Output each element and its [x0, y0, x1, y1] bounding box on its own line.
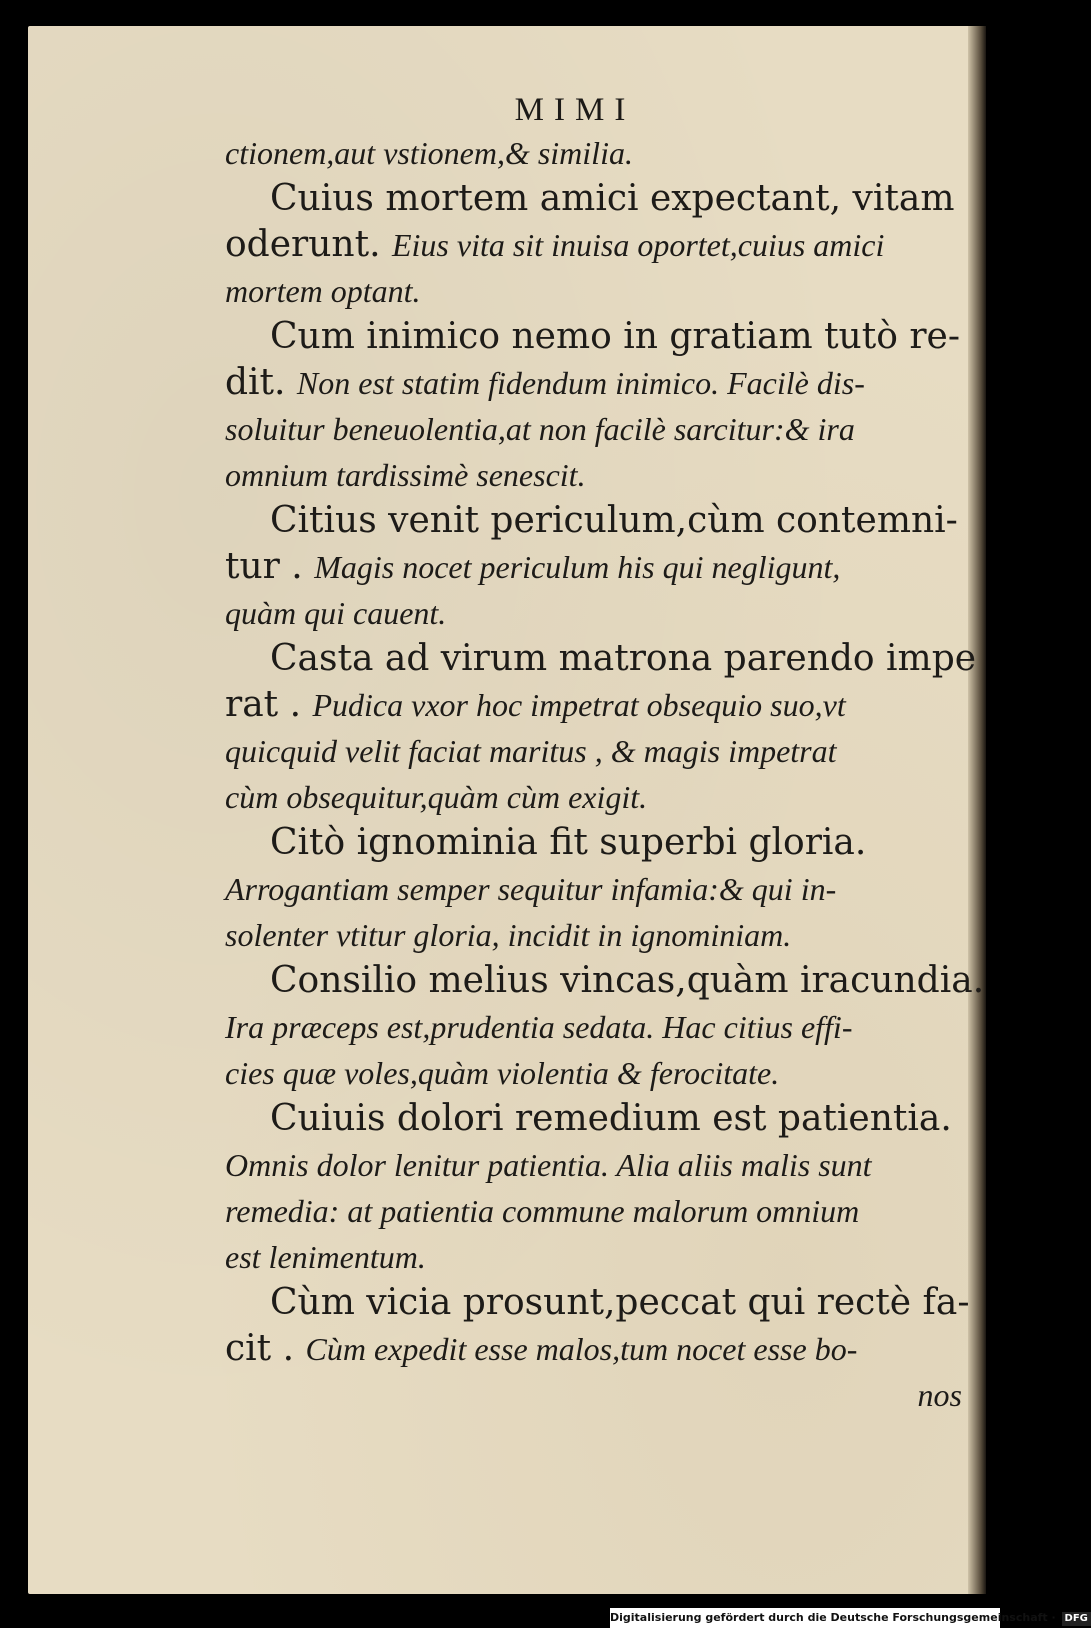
italic-gloss: Non est statim fidendum inimico. Facilè dis- [296, 365, 865, 401]
italic-gloss: quicquid velit faciat maritus , & magis impetrat [225, 733, 837, 769]
text-line [225, 1280, 970, 1326]
text-line [225, 1326, 970, 1372]
text-line [225, 130, 970, 176]
credit-text: Digitalisierung gefördert durch die Deutsche Forschungsgemeinschaft [610, 1611, 1048, 1624]
dfg-logo: DFG [1062, 1612, 1091, 1626]
running-title: MIMI [514, 92, 636, 128]
text-line [225, 268, 970, 314]
text-line [225, 1142, 970, 1188]
italic-gloss: ctionem,aut vstionem,& similia. [225, 135, 633, 171]
text-line [225, 682, 970, 728]
italic-gloss: nos [917, 1377, 962, 1413]
text-block [225, 130, 985, 1418]
text-line [225, 1096, 970, 1142]
roman-maxim: Cùm vicia prosunt,peccat qui rectè fa- [270, 1282, 970, 1323]
italic-gloss: remedia: at patientia commune malorum omnium [225, 1193, 860, 1229]
roman-maxim: tur . [225, 546, 315, 587]
italic-gloss: Pudica vxor hoc impetrat obsequio suo,vt [312, 687, 846, 723]
text-line [225, 820, 970, 866]
italic-gloss: cùm obsequitur,quàm cùm exigit. [225, 779, 648, 815]
text-line [225, 452, 970, 498]
text-line [225, 1050, 970, 1096]
italic-gloss: est lenimentum. [225, 1239, 426, 1275]
italic-gloss: Arrogantiam semper sequitur infamia:& qui in- [225, 871, 837, 907]
roman-maxim: oderunt. [225, 224, 392, 265]
italic-gloss: quàm qui cauent. [225, 595, 447, 631]
italic-gloss: soluitur beneuolentia,at non facilè sarcitur:& ira [225, 411, 855, 447]
text-line [225, 1004, 970, 1050]
roman-maxim: Citius venit periculum,cùm contemni- [270, 500, 958, 541]
text-line [225, 958, 985, 1004]
text-line [225, 866, 970, 912]
italic-gloss: Ira præceps est,prudentia sedata. Hac citius effi- [225, 1009, 853, 1045]
roman-maxim: Cum inimico nemo in gratiam tutò re- [270, 316, 960, 357]
text-line [225, 360, 970, 406]
italic-gloss: cies quæ voles,quàm violentia & ferocitate. [225, 1055, 780, 1091]
text-line [225, 590, 970, 636]
text-line [225, 1372, 970, 1418]
roman-maxim: Consilio melius vincas,quàm iracundia. [270, 960, 985, 1001]
roman-maxim: Casta ad virum matrona parendo impe [270, 638, 977, 679]
text-line [225, 222, 970, 268]
roman-maxim: rat . [225, 684, 313, 725]
italic-gloss: Cùm expedit esse malos,tum nocet esse bo- [305, 1331, 858, 1367]
text-line [225, 1234, 970, 1280]
text-line [225, 728, 970, 774]
text-line [225, 1188, 970, 1234]
text-line [225, 774, 970, 820]
italic-gloss: Omnis dolor lenitur patientia. Alia aliis malis sunt [225, 1147, 872, 1183]
running-header [0, 92, 1000, 129]
roman-maxim: Citò ignominia fit superbi gloria. [270, 822, 867, 863]
digitization-credit: Digitalisierung gefördert durch die Deutsche Forschungsgemeinschaft · DFG [610, 1608, 1000, 1628]
text-line [225, 636, 977, 682]
roman-maxim: Cuius mortem amici expectant, vitam [270, 178, 955, 219]
roman-maxim: dit. [225, 362, 297, 403]
italic-gloss: omnium tardissimè senescit. [225, 457, 586, 493]
roman-maxim: cit . [225, 1328, 306, 1369]
italic-gloss: mortem optant. [225, 273, 421, 309]
text-line [225, 912, 970, 958]
italic-gloss: solenter vtitur gloria, incidit in ignominiam. [225, 917, 792, 953]
text-line [225, 406, 970, 452]
italic-gloss: Magis nocet periculum his qui negligunt, [314, 549, 841, 585]
text-line [225, 314, 970, 360]
text-line [225, 544, 970, 590]
roman-maxim: Cuiuis dolori remedium est patientia. [270, 1098, 952, 1139]
italic-gloss: Eius vita sit inuisa oportet,cuius amici [391, 227, 885, 263]
text-line [225, 498, 970, 544]
page-edge [968, 26, 986, 1594]
text-line [225, 176, 970, 222]
